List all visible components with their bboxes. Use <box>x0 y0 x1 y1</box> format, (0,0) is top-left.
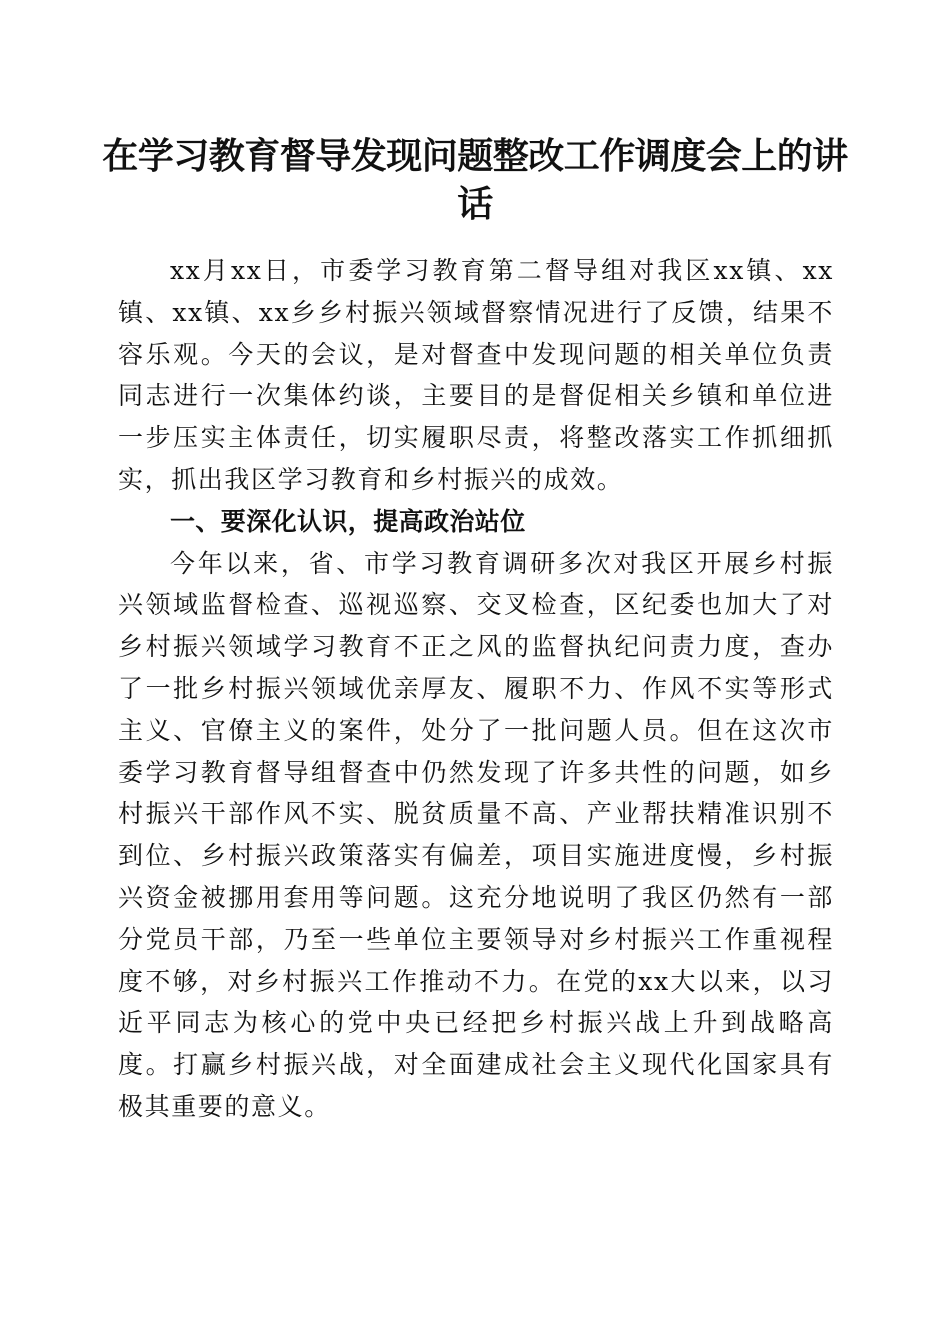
document-body <box>118 250 834 1128</box>
section-heading-1: 一、要深化认识，提高政治站位 <box>170 506 526 536</box>
paragraph-section-1: 今年以来，省、市学习教育调研多次对我区开展乡村振兴领域监督检查、巡视巡察、交叉检查，区纪委也加大了对乡村振兴领域学习教育不正之风的监督执纪问责力度，查办了一批乡村振兴领域优亲厚友、履职不力、作风不实等形式主义、官僚主义的案件，处分了一批问题人员。但在这次市委学习教育督导组督查中仍然发现了许多共性的问题，如乡村振兴干部作风不实、脱贫质量不高、产业帮扶精准识别不到位、乡村振兴政策落实有偏差，项目实施进度慢，乡村振兴资金被挪用套用等问题。这充分地说明了我区仍然有一部分党员干部，乃至一些单位主要领导对乡村振兴工作重视程度不够，对乡村振兴工作推动不力。在党的xx大以来，以习近平同志为核心的党中央已经把乡村振兴战上升到战略高度。打赢乡村振兴战，对全面建成社会主义现代化国家具有极其重要的意义。 <box>118 548 834 1121</box>
paragraph-intro: xx月xx日，市委学习教育第二督导组对我区xx镇、xx镇、xx镇、xx乡乡村振兴领域督察情况进行了反馈，结果不容乐观。今天的会议，是对督查中发现问题的相关单位负责同志进行一次集体约谈，主要目的是督促相关乡镇和单位进一步压实主体责任，切实履职尽责，将整改落实工作抓细抓实，抓出我区学习教育和乡村振兴的成效。 <box>118 256 834 494</box>
document-title: 在学习教育督导发现问题整改工作调度会上的讲话 <box>102 135 848 225</box>
